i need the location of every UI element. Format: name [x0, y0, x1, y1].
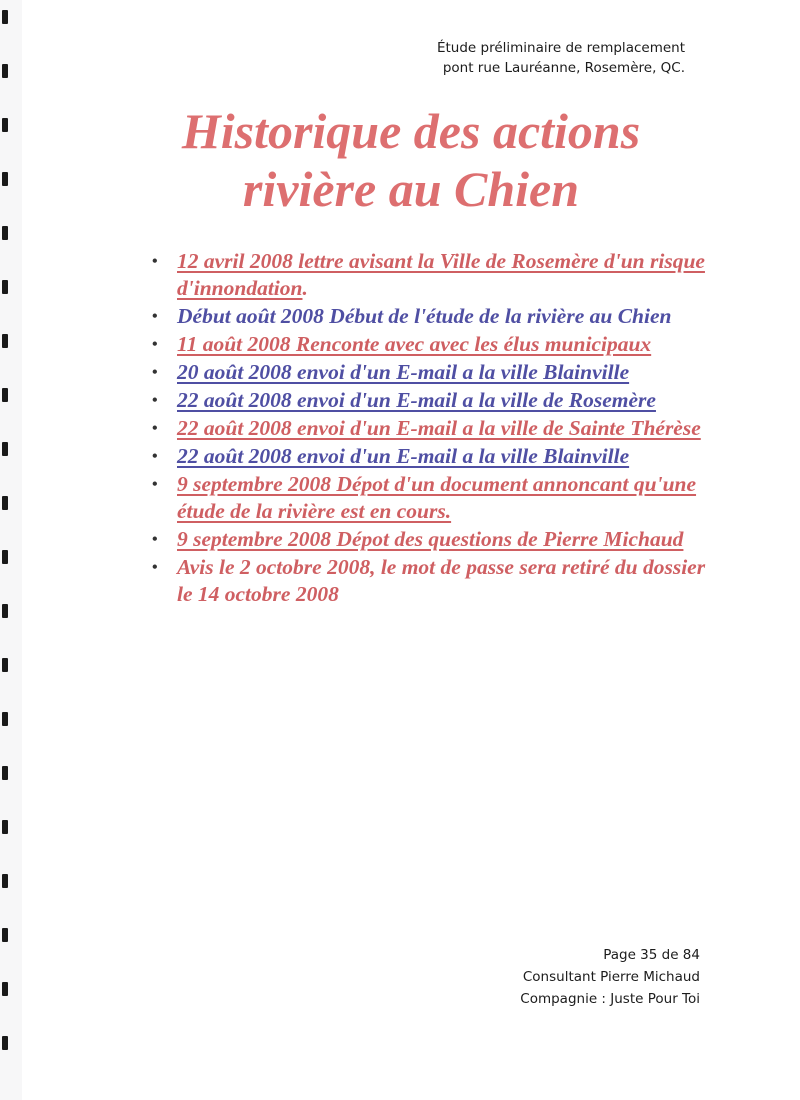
- list-item-text: Début août 2008 Début de l'étude de la rivière au Chien: [177, 304, 672, 328]
- document-header: [437, 38, 685, 78]
- document-footer: [520, 944, 700, 1010]
- binding-hole: [2, 766, 8, 780]
- bullet-icon: •: [152, 559, 158, 576]
- list-item-text: 22 août 2008 envoi d'un E-mail a la ville Blainville: [177, 444, 630, 468]
- list-item-text: 20 août 2008 envoi d'un E-mail a la ville Blainville: [177, 360, 630, 384]
- list-item: [152, 359, 712, 386]
- list-item: [152, 331, 712, 358]
- bullet-icon: •: [152, 253, 158, 270]
- footer-consultant: Consultant Pierre Michaud: [522, 969, 700, 985]
- binding-hole: [2, 712, 8, 726]
- bullet-icon: •: [152, 420, 158, 437]
- list-item-text: 12 avril 2008 lettre avisant la Ville de Rosemère d'un risque d'innondation: [177, 249, 705, 300]
- list-item-text: 22 août 2008 envoi d'un E-mail a la ville de Sainte Thérèse: [177, 416, 701, 440]
- list-item: [152, 526, 712, 553]
- binding-edge: [0, 0, 14, 1100]
- list-item: [152, 443, 712, 470]
- list-item: [152, 248, 712, 302]
- binding-hole: [2, 820, 8, 834]
- list-item-text: Avis le 2 octobre 2008, le mot de passe sera retiré du dossier le 14 octobre 2008: [177, 555, 706, 606]
- title-line-1: Historique des actions: [181, 103, 641, 159]
- title-line-2: rivière au Chien: [242, 161, 580, 217]
- binding-hole: [2, 64, 8, 78]
- bullet-icon: •: [152, 392, 158, 409]
- binding-hole: [2, 496, 8, 510]
- binding-hole: [2, 10, 8, 24]
- list-item: [152, 415, 712, 442]
- list-item: [152, 554, 712, 608]
- bullet-icon: •: [152, 476, 158, 493]
- footer-company: Compagnie : Juste Pour Toi: [520, 991, 700, 1007]
- binding-hole: [2, 280, 8, 294]
- binding-hole: [2, 982, 8, 996]
- list-item-text: 11 août 2008 Renconte avec avec les élus municipaux: [177, 332, 652, 356]
- list-item-text: 22 août 2008 envoi d'un E-mail a la ville de Rosemère: [177, 388, 656, 412]
- header-line-1: Étude préliminaire de remplacement: [436, 40, 685, 56]
- list-item-text: 9 septembre 2008 Dépot d'un document annoncant qu'une étude de la rivière est en cours.: [177, 472, 697, 523]
- list-item: [152, 303, 712, 330]
- actions-list: [152, 248, 712, 609]
- binding-hole: [2, 388, 8, 402]
- bullet-icon: •: [152, 336, 158, 353]
- list-item-text: 9 septembre 2008 Dépot des questions de Pierre Michaud: [177, 527, 684, 551]
- document-page: [22, 0, 800, 1100]
- bullet-icon: •: [152, 448, 158, 465]
- list-item-suffix: .: [302, 276, 308, 300]
- bullet-icon: •: [152, 531, 158, 548]
- binding-hole: [2, 658, 8, 672]
- binding-hole: [2, 442, 8, 456]
- page-title: [22, 102, 800, 218]
- binding-hole: [2, 172, 8, 186]
- header-line-2: pont rue Lauréanne, Rosemère, QC.: [442, 60, 685, 76]
- binding-hole: [2, 1036, 8, 1050]
- binding-hole: [2, 334, 8, 348]
- binding-hole: [2, 550, 8, 564]
- binding-hole: [2, 226, 8, 240]
- binding-hole: [2, 874, 8, 888]
- bullet-icon: •: [152, 308, 158, 325]
- binding-hole: [2, 118, 8, 132]
- binding-hole: [2, 928, 8, 942]
- binding-hole: [2, 604, 8, 618]
- list-item: [152, 471, 712, 525]
- bullet-icon: •: [152, 364, 158, 381]
- list-item: [152, 387, 712, 414]
- page-number: Page 35 de 84: [603, 947, 700, 963]
